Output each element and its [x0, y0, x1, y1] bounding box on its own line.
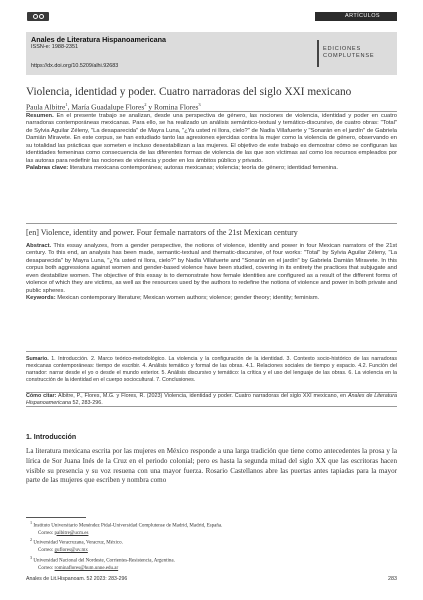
email-link[interactable]: guflores@uv.mx: [54, 548, 88, 554]
keywords-en-text: Mexican contemporary literature; Mexican women authors; violence; gender theory; identity; feminism.: [55, 295, 320, 302]
journal-issn: ISSN-e: 1988-2351: [31, 44, 79, 50]
divider: [26, 111, 397, 112]
author-mark: 1: [65, 102, 68, 107]
publisher-name-line1: EDICIONES: [323, 46, 361, 52]
footnote: $^1$ Instituto Universitario Menéndez Pidal-Universidad Complutense de Madrid, Madrid, España.: [30, 520, 223, 529]
doi-link[interactable]: https://dx.doi.org/10.5209/alhi.92683: [31, 63, 119, 69]
summary-label: Sumario.: [26, 356, 49, 362]
abstract-en: [26, 243, 397, 303]
abstract-es-label: Resumen.: [26, 113, 54, 119]
creative-commons-icon: [27, 12, 49, 21]
publisher-logo: [317, 40, 389, 67]
abstract-en-label: Abstract.: [26, 243, 52, 249]
intro-paragraph: La literatura mexicana escrita por las mujeres en México responde a una larga tradición que tiene como antecedentes la prosa y la lírica de Sor Juana Inés de la Cruz en el periodo colonial; pero es hasta la segunda mitad del siglo XX que las escritoras hacen visible su presencia y su voz resuena con una mayor fuerza. Rosario Castellanos abre las puertas antes tapiadas para la mayor parte de las mujeres que escriben y nombra como: [26, 447, 397, 485]
citation-text: Albitre, P., Flores, M.G. y Flores, R. (2023) Violencia, identidad y poder. Cuatro narradoras del siglo XXI mexicano, en: [56, 393, 348, 399]
citation-pages: 52, 283-296.: [70, 400, 103, 406]
footnote-email: Correo: rominaflores@hum.unne.edu.ar: [38, 565, 119, 571]
footnotes: [30, 520, 360, 572]
footnote-email: Correo: guflores@uv.mx: [38, 548, 88, 554]
divider: [26, 223, 397, 224]
citation-label: Cómo citar:: [26, 393, 57, 399]
divider: [26, 351, 397, 352]
abstract-es: [26, 113, 397, 173]
email-link[interactable]: rominaflores@hum.unne.edu.ar: [54, 565, 119, 571]
summary-text: 1. Introducción. 2. Marco teórico-metodológico. La violencia y la configuración de la identidad. 3. Contexto socio-histórico de las narradoras mexicanas contemporáneas: tiempo de escribir. 4. Análisis temático y formal de las obras. 4.1. Relaciones sociales de tiempo y espacio. 4.2. Función del narrador: narrar desde el yo o desde el mundo exterior. 5. Análisis discursivo y temático: la crítica y el uso del lenguaje de las obras. 6. La violencia en la construcción de la identidad en el cuerpo sociocultural. 7. Conclusiones.: [26, 356, 397, 383]
publisher-name-line2: COMPLUTENSE: [323, 53, 375, 59]
article-title-en: [en] Violence, identity and power. Four female narrators of the 21st Mexican century: [26, 228, 298, 237]
author-mark: 3: [198, 102, 201, 107]
page-number: 283: [388, 576, 397, 582]
section-heading: 1. Introducción: [26, 434, 77, 441]
abstract-es-text: En el presente trabajo se analizan, desde una perspectiva de género, las nociones de violencia, identidad y poder en cuatro narradoras contemporáneas mexicanas. Para ello, se ha realizado un análisis semántico-textual y temático-discursivo, de cuatro obras: "Total" de Sylvia Aguilar Zéleny, "La desaparecida" de Mayra Luna, "¿Ya usted ni llora, cielo?" de Nadia Villafuerte y "Sonarán en el jardín" de Gabriela Damián Miravete. En este corpus, se han estudiado tanto las agresiones ejercidas contra la mujer como la violencia de género, observando en su totalidad las prácticas que someten e incluso desestabilizan a las mujeres. El objetivo de este trabajo es demostrar cómo se configuran las identidades femeninas como consecuencia de las diferentes formas de violencia de las que son víctimas así como los recursos empleados por las autoras para redefinir las nociones de violencia y poder en los ámbitos público y privado.: [26, 113, 397, 164]
citation-journal: Anales de Literatura Hispanoamericana: [26, 393, 398, 406]
keywords-es-label: Palabras clave:: [26, 165, 69, 172]
footnote-divider: [26, 517, 86, 518]
keywords-es-text: literatura mexicana contemporánea; autoras mexicanas; violencia; teoría de género; identidad femenina.: [68, 165, 338, 172]
journal-header: [26, 32, 397, 75]
author-mark: 2: [144, 102, 147, 107]
footnote-email: Correo: palbitre@ucm.es: [38, 530, 89, 536]
author-name: Paula Albitre: [26, 102, 66, 112]
author-name: Romina Flores: [154, 102, 199, 112]
article-title: Violencia, identidad y poder. Cuatro narradoras del siglo XXI mexicano: [26, 86, 352, 98]
footnote: $^3$ Universidad Nacional del Nordeste, Corrientes-Resistencia, Argentina.: [30, 554, 175, 564]
journal-title: Anales de Literatura Hispanoamericana: [31, 35, 167, 44]
table-of-contents: [26, 356, 397, 384]
author-list: Paula Albitre$^1$, María Guadalupe Flores$^2$ y Romina Flores$^3$: [26, 102, 201, 112]
how-to-cite: [26, 393, 397, 407]
keywords-en-label: Keywords:: [26, 295, 56, 302]
author-name: María Guadalupe Flores: [71, 102, 145, 112]
footer-citation: Anales de Lit.Hispanoam. 52 2023: 283-296: [26, 576, 128, 582]
footnote: $^2$ Universidad Veracruzana, Veracruz, México.: [30, 537, 123, 547]
section-tag: ARTÍCULOS: [315, 12, 397, 21]
email-link[interactable]: palbitre@ucm.es: [54, 530, 89, 536]
abstract-en-text: This essay analyzes, from a gender perspective, the notions of violence, identity and power in four Mexican narrators of the 21st century. To this end, an analysis has been made, semantic-textual and thematic-discursive, of four works: "Total" by Sylvia Aguilar Zéleny, "La desaparecida" by Mayra Luna, "¿Ya usted ni llora, cielo?" by Nadia Villafuerte and "Sonarán en el jardín" by Gabriela Damián Miravete. In this corpus both aggressions against women and gender-based violence have been studied, covering in its entirety the practices that subjugate and even destabilize women. The objective of this essay is to demonstrate how female identities are configured as a result of the different forms of violence of which they are victims, as well as the resources used by the authors to redefine the notions of violence and power in both private and public spheres.: [26, 243, 397, 294]
divider: [26, 406, 397, 407]
